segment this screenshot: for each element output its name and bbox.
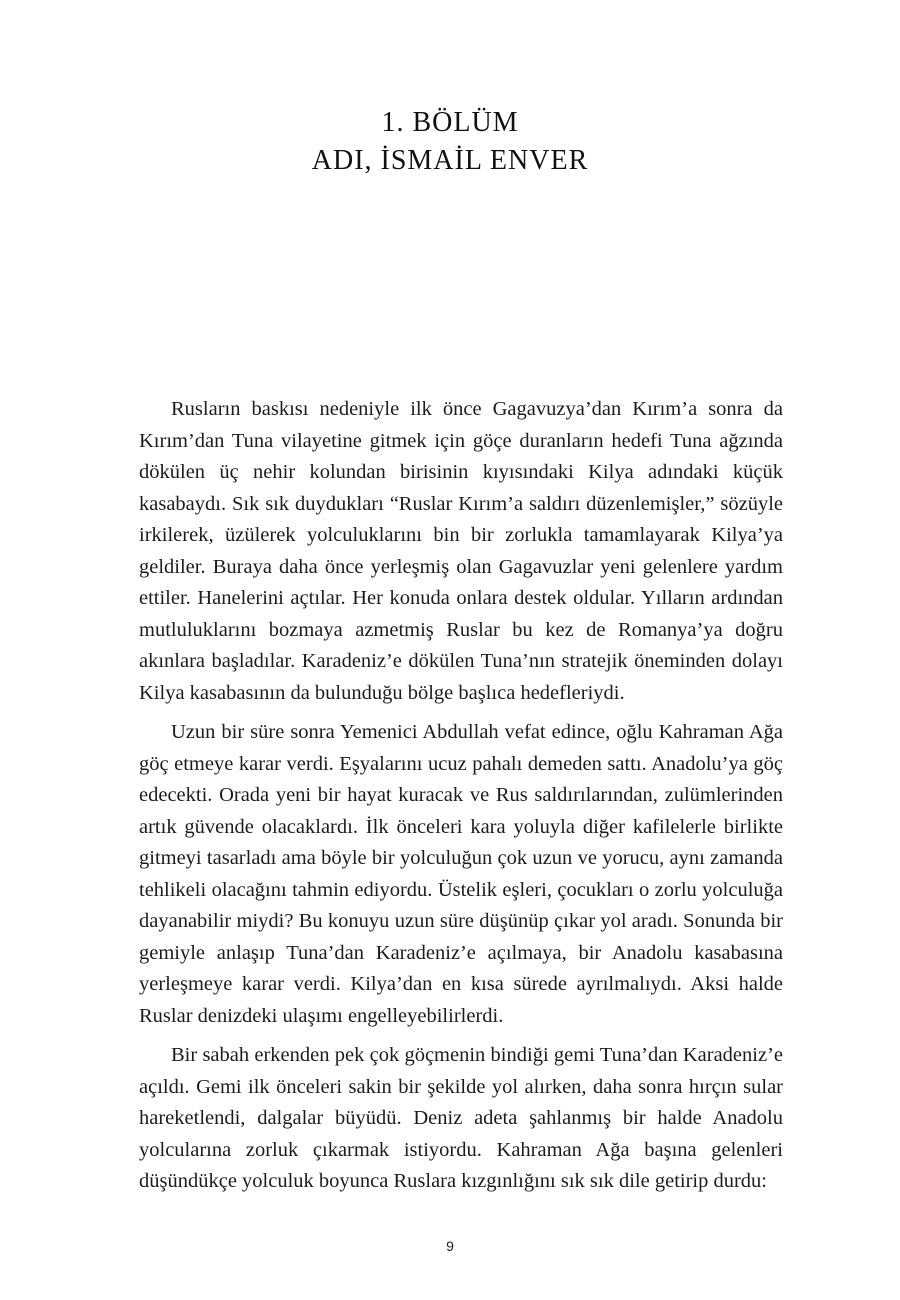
- body-text: [139, 394, 783, 1206]
- paragraph: Rusların baskısı nedeniyle ilk önce Gagavuzya’dan Kırım’a sonra da Kırım’dan Tuna vilayetine gitmek için göçe duranların hedefi Tuna ağzında dökülen üç nehir kolundan birisinin kıyısındaki Kilya adındaki küçük kasabaydı. Sık sık duydukları “Ruslar Kırım’a saldırı düzenlemişler,” sözüyle irkilerek, üzülerek yolculuklarını bin bir zorlukla tamamlayarak Kilya’ya geldiler. Buraya daha önce yerleşmiş olan Gagavuzlar yeni gelenlere yardım ettiler. Hanelerini açtılar. Her konuda onlara destek oldular. Yılların ardından mutluluklarını bozmaya azmetmiş Ruslar bu kez de Romanya’ya doğru akınlara başladılar. Karadeniz’e dökülen Tuna’nın stratejik öneminden dolayı Kilya kasabasının da bulunduğu bölge başlıca hedefleriydi.: [139, 398, 783, 704]
- page-number: 9: [446, 1238, 454, 1254]
- paragraph: Uzun bir süre sonra Yemenici Abdullah vefat edince, oğlu Kahraman Ağa göç etmeye karar verdi. Eşyalarını ucuz pahalı demeden sattı. Anadolu’ya göç edecekti. Orada yeni bir hayat kuracak ve Rus saldırılarından, zulümlerinden artık güvende olacaklardı. İlk önceleri kara yoluyla diğer kafilelerle birlikte gitmeyi tasarladı ama böyle bir yolculuğun çok uzun ve yorucu, aynı zamanda tehlikeli olacağını tahmin ediyordu. Üstelik eşleri, çocukları o zorlu yolculuğa dayanabilir miydi? Bu konuyu uzun süre düşünüp çıkar yol aradı. Sonunda bir gemiyle anlaşıp Tuna’dan Karadeniz’e açılmaya, bir Anadolu kasabasına yerleşmeye karar verdi. Kilya’dan en kısa sürede ayrılmalıydı. Aksi halde Ruslar denizdeki ulaşımı engelleyebilirlerdi.: [139, 721, 783, 1027]
- chapter-heading: [0, 104, 900, 180]
- chapter-number: 1. BÖLÜM: [381, 107, 519, 138]
- paragraph: Bir sabah erkenden pek çok göçmenin bindiği gemi Tuna’dan Karadeniz’e açıldı. Gemi ilk önceleri sakin bir şekilde yol alırken, daha sonra hırçın sular hareketlendi, dalgalar büyüdü. Deniz adeta şahlanmış bir halde Anadolu yolcularına zorluk çıkarmak istiyordu. Kahraman Ağa başına gelenleri düşündükçe yolculuk boyunca Ruslara kızgınlığını sık sık dile getirip durdu:: [139, 1044, 783, 1192]
- chapter-title: ADI, İSMAİL ENVER: [311, 145, 589, 176]
